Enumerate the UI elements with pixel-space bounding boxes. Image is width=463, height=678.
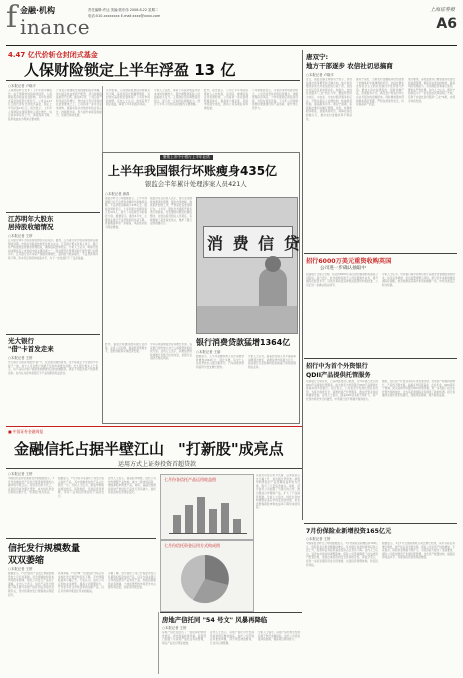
a1-body-col-3: 从中报看，人保财险股票投资规模有所下降，基金投资比例调整明显，对封闭式基金的处置体现了公司对市场的判断。业内人士认为，此举有利于锁定收益，降低下半年的投资风险。: [106, 89, 150, 107]
special-title: 上半年我国银行坏账瘦身435亿: [108, 164, 278, 178]
special-byline: ○本报记者 唐真: [105, 192, 130, 196]
chart-1-baseline: [169, 533, 247, 534]
special-photo: [196, 197, 302, 334]
b2-byline: ○本报记者 王婷: [162, 626, 187, 630]
chart-1-bar: [233, 519, 241, 533]
r4-byline: ○本报记者 王婷: [306, 537, 331, 541]
photo-counter: [197, 306, 297, 333]
masthead-letter: f: [6, 0, 18, 35]
a1-kicker: 4.47 亿代价斩仓封闭式基金: [8, 51, 98, 59]
a1-body-col-2: 公司表示将继续坚持稳健的投资策略，加大固定收益类资产配置，适当控制权益类资产比例。截至6月末，公司总资产较年初有所增长，偿付能力充足率保持在监管要求之上。公司将进一步优化业务结构，提高车险以外的非车险业务占比，控制赔付率，努力提升承保盈利能力，实现可持续发展。: [56, 89, 102, 118]
bottom-subtitle: 运用方式上证券投资首超贷款: [118, 461, 197, 468]
a2-body: 江苏银行明年大股东持股情况引起关注。据悉，江苏银行部分股东持股锁定期即将到期，市场对其股权结构变化较为关注。江苏银行相关负责人表示，银行将严格按照监管要求管理股权，确保股权结构稳定。分析人士认为，城商行股权问题是其上市进程中的关键因素之一，股权规范化管理有助于提升银行治理水平。江苏银行近年来资产规模快速增长，盈利能力稳步提升，不良贷款率持续下降，资本充足率保持较高水平，为下一步发展打下了良好基础。: [8, 239, 98, 260]
photo-person-head: [265, 256, 281, 272]
r1-title-1: 唐双宁:: [306, 53, 329, 61]
b2-body-col-1: 房地产信托在经历了一段时间的快速发展后，再次面临政策风暴。监管部门加强了对房地产信托业务的管理，相关产品发行明显放缓。: [162, 631, 206, 645]
section-title-cn: 金融·机构: [20, 6, 56, 15]
chart-1: [160, 474, 254, 540]
r2-body-col-2: 分析人士认为，中资银行海外并购有利于获取先进管理经验和技术，拓宽业务渠道，但也需警惕整合风险。招行近年来积极推进国际化战略，此次收购是其海外布局的重要一步，市场对此反应较为积极。: [382, 273, 455, 287]
bottom-byline: ○本报记者 王婷: [8, 472, 33, 476]
bottom-body-col-1: 中国信托业协会最新发布的数据显示，7月份金融信托产品发行数量和规模均占据市场半壁江山。在资金运用方式上，证券投资首次超过贷款，成为信托资金运用的主要方式，"打新股"成为亮点。: [8, 477, 54, 495]
b2-rule: [160, 612, 302, 613]
a1-body-col-4: 分析人士指出，保险公司投资收益对资本市场依赖较大，股市调整使保险公司面临较大压力。人保财险及时调整投资组合，显示出一定的风险控制能力。预计下半年公司仍将以稳健为主要策略。: [154, 89, 200, 107]
a2-byline: ○本报记者 王婷: [8, 234, 33, 238]
special-label: 聚焦上市中小银行上半年业绩: [160, 155, 213, 160]
special-body-col-3: 此外，银监会将继续推动银行业改革，完善公司治理，提高经营管理水平，更好地服务实体经济发展。: [105, 343, 147, 354]
masthead: [6, 0, 457, 44]
r1-body-col-3: 他还要求，各级监管部门要加强对农信社的监督管理，督促其完善内控制度，提高风险管理能力。对违规经营和重大案件，要依法严肃处理。业内人士认为，唐双宁的讲话为下一步农信社改革指明了方向，有助于农信社回归服务"三农"本源，实现可持续发展。: [408, 78, 455, 103]
chart-1-bar: [209, 509, 217, 533]
special-subtitle: 银监会半年累计处理涉案人员421人: [145, 180, 247, 188]
bottom-body-col-2: 数据显示，7月共有多家信托公司发行集合信托产品，其中金融类信托产品占比超过一半。分析人士认为，新股申购收益相对稳定，风险较低，受到投资者青睐，带动了证券投资类信托产品的发行。: [58, 477, 104, 498]
a1-body-col-1: 人保财险昨日发布了上半年的中期报告。由于国债市场的持续回落，人保财险投资收益受到影响，其中对封闭式基金的投资出现浮亏，公司以4.47亿元的代价斩仓封闭式基金，锁定上半年浮盈13亿元。报告显示，上半年人保财险实现保费收入同比增长，综合成本率有所上升，承保利润下降，投资收益成为利润主要来源。: [8, 89, 52, 121]
special-caption-body-1: 今年以来消费信贷业务增长迅速，各家银行纷纷加大对个人消费贷款的投放力度。业内人士表示，消费信贷的快速增长有助于拉动内需，但银行也需防范相关风险。: [150, 343, 192, 361]
special-body-col-2: 银监会有关负责人表示，银行业将继续加强风险管理，强化内部控制，推进案件防控工作，严肃查处各类违规行为。上半年，银监会共组织开展多项专项检查，对发现的问题及时督促整改，并依法追究相关人员责任，有效遏制了案件高发势头，维护了银行业的稳健运行。: [150, 197, 192, 226]
r2-title: 招行6000万美元重资收购英国: [306, 258, 392, 265]
masthead-meta-2: 电话:010-xxxxxxxx E-mail:xxxx@xxxx.com: [88, 14, 161, 18]
r3-body-col-1: 招商银行日前宣布，已获得监管部门批准，为外资银行发行的QDII产品提供托管服务，成为首家为外资银行QDII产品提供托管服务的中资银行。招行表示，公司将充分发挥托管业务优势，为客户提供安全、高效的资产托管服务，推动托管业务持续健康发展。业内人士指出，随着QDII业务的不断扩大，资产托管市场竞争日趋激烈，中资银行需不断提升服务能力。: [306, 380, 378, 401]
a3-title: 光大银行 "借"卡首发走来: [8, 337, 54, 353]
b1-body-col-2: 具体来看，7月份单一资金信托与集合资金信托发行数量均有所下降，平均预期收益率小幅上升。专家认为，信托公司应加快业务转型，提高主动管理能力，开发更多符合市场需求的创新产品，以应对市场环境变化带来的挑战。: [58, 572, 104, 593]
r3-rule: [304, 358, 457, 359]
b2-body-col-2: 业内人士表示，房地产信托对开发商资质和项目要求提高，信托公司开展业务更加审慎，部分项目被迫暂停，行业进入调整期。: [210, 631, 254, 645]
bottom-title-right: "打新股"成亮点: [178, 440, 284, 458]
r4-title: 7月份保险业新增投资165亿元: [306, 528, 392, 535]
b2-divider: [158, 612, 159, 674]
r4-rule: [304, 523, 457, 524]
b1-body-col-3: 另据了解，部分信托公司已开始尝试发行私募股权投资信托产品，以及与商业银行合作的信贷资产证券化产品，积极拓展新的业务领域，力求在激烈的市场竞争中占据有利位置，实现可持续发展。: [108, 572, 156, 590]
chart-1-bar: [185, 505, 193, 533]
r1-body-col-2: 唐双宁指出，当前农村金融服务依然是整个金融体系中最薄弱的环节，农信社要在支持社会主义新农村建设中发挥更大作用。要加大涉农信贷投放，创新金融产品，改进服务方式，满足农户和农村中小企业多层次的金融需求。同时要加强内部控制和风险管理，严防各类案件发生，切实提高资产质量。: [356, 78, 404, 107]
a1-rule: [6, 80, 300, 81]
a2-title: 江苏明年大股东 居持股收缩情况: [8, 215, 54, 231]
chart-1-title: 七月份各信托产品运用收益图: [164, 477, 216, 482]
r3-title: 招行中为首个外资银行: [306, 363, 368, 370]
b1-rule: [6, 538, 156, 539]
chart-2-pie: [179, 553, 231, 605]
chart-1-bar: [173, 515, 181, 533]
chart-2-title: 七月份信托资金运用方式构成图: [164, 543, 220, 548]
b1-title-2: 双双萎缩: [8, 556, 45, 566]
chart-1-bar: [197, 497, 205, 533]
bottom-body-col-4: 从信托资金运用方式看，证券投资占比大幅上升，首次超过贷款类。新股申购类信托产品预期收益率较为可观，吸引了大量资金参与。同时，部分信托公司加强了与银行的合作，推出银信合作理财产品，扩大了产品销售渠道。分析人士指出，信托业务结构调整是适应市场变化的结果，但也需警惕新股申购收益率下降带来的风险。: [256, 474, 300, 510]
r2-rule: [304, 253, 457, 254]
a2-rule: [6, 212, 100, 213]
a3-rule: [6, 334, 100, 335]
bottom-section-rule: [6, 426, 302, 427]
b1-title: 信托发行规模数量: [8, 544, 81, 554]
r2-subtitle: 公司进一步确认抽取中: [320, 266, 366, 271]
special-body-col-1: 银监会昨日公布数据显示，上半年我国银行业不良贷款余额和比率继续双降，不良贷款余额减少435亿元。银监会同时表示，上半年累计处理涉案人员421人，加大了对违规行为的查处力度。数据显示，截至6月末，主要商业银行不良贷款率较年初下降，拨备覆盖率进一步提高，风险抵补能力明显增强。: [105, 197, 147, 229]
a1-body-col-5: 此外，报告显示，公司上半年车险保费收入占比较高，意外险、健康险等业务发展较快。公司将进一步完善理赔服务体系，提高客户满意度，巩固市场领先地位，推动公司各项业务协调发展。: [204, 89, 248, 110]
photo-sign-text: 消 费 信 贷: [207, 234, 302, 253]
r1-body-col-1: 近日，银监会副主席唐双宁表示，农村信用社改革要坚持正确方向，地方政府要逐步淡出对农信社的行政干预，农信社切忌盲目追求商业化。他指出，农信社是服务"三农"的主力军，要始终坚持为农民、为农业、为农村经济服务的宗旨，不断完善法人治理结构，转换经营机制，提高服务水平。唐双宁强调，省级联社要切实履行管理、指导、协调和服务职能，加强风险防范，保障农信社稳健运行，推动农村金融改革不断深化。: [306, 78, 352, 121]
r3-title-2: QDII产品提供托管服务: [306, 372, 371, 379]
right-column-divider: [302, 50, 303, 520]
a3-byline: ○本报记者 王婷: [8, 356, 33, 360]
masthead-meta: 责任编辑:许达 美编:郭东伟 2008.8.22 星期二: [88, 8, 159, 12]
b2-body-col-3: 分析人士指出，房地产信托规范发展有利于防范金融风险，信托公司需加强风险控制，提高项目筛选能力。: [258, 631, 300, 642]
bottom-body-col-3: 业内人士表示，随着股市调整，信托公司纷纷调整产品结构，减少二级市场投资，增加新股申购类产品。同时，基础设施类和房地产类信托产品发行有所减少，信托资金流向发生明显变化。: [108, 477, 156, 495]
special-caption-body-2: 数据显示，上半年金融机构人民币消费贷款增加1364亿元，同比多增。其中个人住房贷款仍占据主要部分，汽车消费贷款和信用卡透支增长较快。: [196, 355, 244, 369]
r4-body-col-2: 数据显示，1至7月全国保费收入同比增长较快，其中寿险业务增长明显，财产险业务平稳发展。保险公司总资产持续增加。专家指出，保险资金规模不断扩大，对投资能力提出了更高要求，保险公司需加强资产负债匹配管理，优化资产配置结构，提高投资收益水平，实现保险资金的保值增值。: [382, 542, 455, 560]
brand: 上海证券报: [429, 7, 455, 13]
a1-body-col-6: 公司管理层表示，尽管资本市场波动较大，公司仍将坚持价值投资理念，审慎管理投资风险，力争实现稳定的投资回报，为股东创造价值。下半年公司将继续推进渠道建设和产品创新，提升核心竞争力。: [252, 89, 298, 110]
r2-body-col-1: 招商银行日前公告称，将以约6000万美元的价格收购英国某公司股权。招行表示，此次收购有助于公司拓展海外业务，提升国际化经营水平。目前交易尚需获得相关监管机构的批准，公司正进一步确认相关细节。: [306, 273, 378, 287]
bottom-title-left: 金融信托占据半壁江山: [14, 440, 165, 458]
bottom-subtitle-rule: [6, 468, 302, 469]
bottom-tag: ■ 中国证券金融周报: [8, 429, 44, 434]
special-caption-body-3: 分析人士认为，随着居民收入水平提高和消费观念转变，消费信贷市场潜力巨大，商业银行应在控制风险的前提下积极拓展相关业务。: [248, 355, 296, 369]
a3-body: 光大银行日前宣布推出"借"卡，在全国范围内首发。该卡集借记卡与信用卡功能于一体，持卡人可在账户余额不足时申请透支消费。光大银行相关人士表示，该产品将为客户提供更加便捷灵活的金融服务，满足不同层次客户的消费需求。业内认为此举是银行卡产品创新的有益尝试。: [8, 361, 98, 375]
page-number: A6: [436, 16, 457, 32]
chart-2: [160, 540, 254, 612]
r1-title-2: 地方干部逐步 农信社切忌搞商: [306, 62, 393, 70]
a1-title: 人保财险锁定上半年浮盈 13 亿: [24, 61, 236, 79]
section-title-en: inance: [20, 15, 91, 39]
masthead-rule: [6, 45, 457, 46]
a1-byline: ○本报记者 卢晓平: [8, 84, 36, 88]
r3-body-col-2: 据悉，招行资产托管业务近年来发展迅速，托管资产规模持续增长，产品线不断丰富，涵盖证券投资基金、企业年金、QDII等多个领域。此次获得外资银行QDII托管资格，进一步巩固了招行在托管市场的地位，也为其拓展国际业务提供了新的机遇。招行将继续完善托管系统建设，加强风险控制，提升服务品质。: [382, 380, 455, 398]
b2-title: 房地产信托同 "54 号文" 风暴再降临: [162, 616, 268, 624]
b1-body-col-1: 数据显示，7月份信托产品发行规模和数量较上月双双萎缩。受宏观调控和资本市场低迷影响，信托公司发行产品趋于谨慎。业内人士表示，信托产品发行规模下降主要与房地产信托和证券信托受限有关，预计短期内发行规模难以明显回升。: [8, 572, 54, 597]
b1-byline: ○本报记者 王婷: [8, 567, 33, 571]
r1-byline: ○本报记者 卢晓平: [306, 73, 334, 77]
chart-1-bar: [221, 503, 229, 533]
special-photo-caption: 银行消费贷款猛增1364亿: [196, 338, 291, 347]
special-caption-byline: ○本报记者 王丽: [196, 350, 221, 354]
r4-body-col-1: 中国保监会昨日公布的数据显示，7月份保险业新增投资165亿元，保险资金运用余额继续增长。其中银行存款和债券投资占比上升，股票和证券投资基金投资占比有所下降。业内人士认为，受资本市场持续调整影响，保险公司普遍降低了权益类资产配置比例，更加注重投资的安全性和稳定性。保监会表示，将进一步拓宽保险资金运用渠道，完善投资管理体制，防范投资风险。: [306, 542, 378, 567]
